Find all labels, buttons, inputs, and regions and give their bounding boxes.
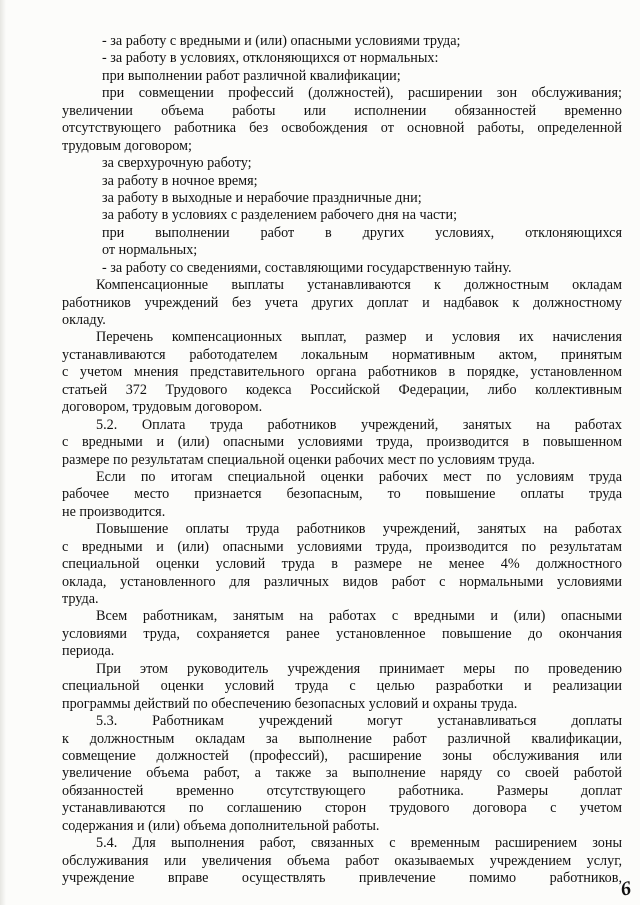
text-line: договором, трудовым договором. (62, 399, 263, 416)
text-line: увеличение объема работ, а также за выполнение наряду со своей работой (62, 765, 622, 782)
text-line: устанавливаются по соглашению сторон трудового договора с учетом (62, 800, 622, 817)
text-line: за работу в условиях с разделением рабочего дня на части; (102, 207, 458, 224)
text-line: труда. (62, 591, 99, 607)
text-line: отсутствующего работника без освобождения от основной работы, определенной (62, 120, 622, 137)
text-line: Перечень компенсационных выплат, размер и условия их начисления (96, 329, 622, 346)
text-line: 5.3. Работникам учреждений могут устанавливаться доплаты (96, 713, 622, 730)
text-line: специальной оценки условий труда с целью разработки и реализации (62, 678, 622, 695)
text-line: учреждение вправе осуществлять привлечение помимо работников, (62, 870, 622, 886)
text-line: не производится. (62, 503, 166, 520)
text-line: рабочее место признается безопасным, то повышение оплаты труда (62, 486, 622, 503)
text-line: - за работу в условиях, отклоняющихся от нормальных: (102, 50, 439, 67)
text-line: за сверхурочную работу; (102, 155, 252, 172)
text-line: окладу. (62, 312, 106, 328)
text-line: при совмещении профессий (должностей), расширении зон обслуживания; (102, 85, 622, 102)
text-line: периода. (62, 643, 115, 660)
text-line: к должностным окладам за выполнение работ различной квалификации, (62, 730, 622, 747)
text-line: - за работу со сведениями, составляющими государственную тайну. (102, 259, 512, 276)
text-line: Всем работникам, занятым на работах с вредными и (или) опасными (96, 608, 622, 625)
text-line: увеличении объема работы или исполнении обязанностей временно (62, 102, 622, 119)
scan-edge-shadow (0, 0, 6, 905)
text-line: 5.4. Для выполнения работ, связанных с временным расширением зоны (96, 835, 622, 852)
text-line: при выполнении работ различной квалификации; (102, 67, 401, 84)
text-line: устанавливаются работодателем локальным нормативным актом, принятым (62, 346, 622, 363)
text-line: от нормальных; (102, 242, 198, 259)
text-line: обслуживания или увеличения объема работ оказываемых учреждением услуг, (62, 852, 622, 869)
text-line: При этом руководитель учреждения принимает меры по проведению (96, 660, 622, 677)
text-line: оклада, установленного для различных видов работ с нормальными условиями (62, 573, 622, 590)
text-line: условиями труда, сохраняется ранее установленное повышение до окончания (62, 625, 622, 642)
text-line: совмещение должностей (профессий), расширение зоны обслуживания или (62, 747, 622, 764)
text-line: с учетом мнения представительного органа работников в порядке, установленном (62, 364, 622, 381)
text-line: - за работу с вредными и (или) опасными условиями труда; (102, 33, 461, 49)
page-number: 6 (619, 877, 633, 901)
text-line: работников учреждений без учета других доплат и надбавок к должностному (62, 294, 622, 311)
text-line: Если по итогам специальной оценки рабочих мест по условиям труда (96, 468, 622, 485)
text-line: 5.2. Оплата труда работников учреждений, занятых на работах (96, 416, 622, 433)
text-line: Повышение оплаты труда работников учреждений, занятых на работах (96, 521, 622, 538)
text-line: размере по результатам специальной оценки рабочих мест по условиям труда. (62, 451, 535, 468)
text-line: специальной оценки условий труда в размере не менее 4% должностного (62, 556, 622, 573)
text-line: программы действий по обеспечению безопасных условий и охраны труда. (62, 695, 518, 712)
text-line: обязанностей временно отсутствующего работника. Размеры доплат (62, 782, 622, 799)
text-line: содержания и (или) объема дополнительной работы. (62, 817, 380, 834)
text-line: трудовым договором; (62, 137, 192, 154)
text-line: с вредными и (или) опасными условиями труда, производится по результатам (62, 538, 622, 555)
text-line: Компенсационные выплаты устанавливаются к должностным окладам (96, 277, 622, 294)
text-line: при выполнении работ в других условиях, отклоняющихся (102, 224, 622, 241)
text-line: за работу в выходные и нерабочие праздничные дни; (102, 189, 422, 206)
text-line: за работу в ночное время; (102, 172, 258, 189)
text-line: с вредными и (или) опасными условиями труда, производится в повышенном (62, 434, 622, 451)
document-body (62, 33, 622, 887)
text-line: статьей 372 Трудового кодекса Российской Федерации, либо коллективным (62, 381, 622, 398)
